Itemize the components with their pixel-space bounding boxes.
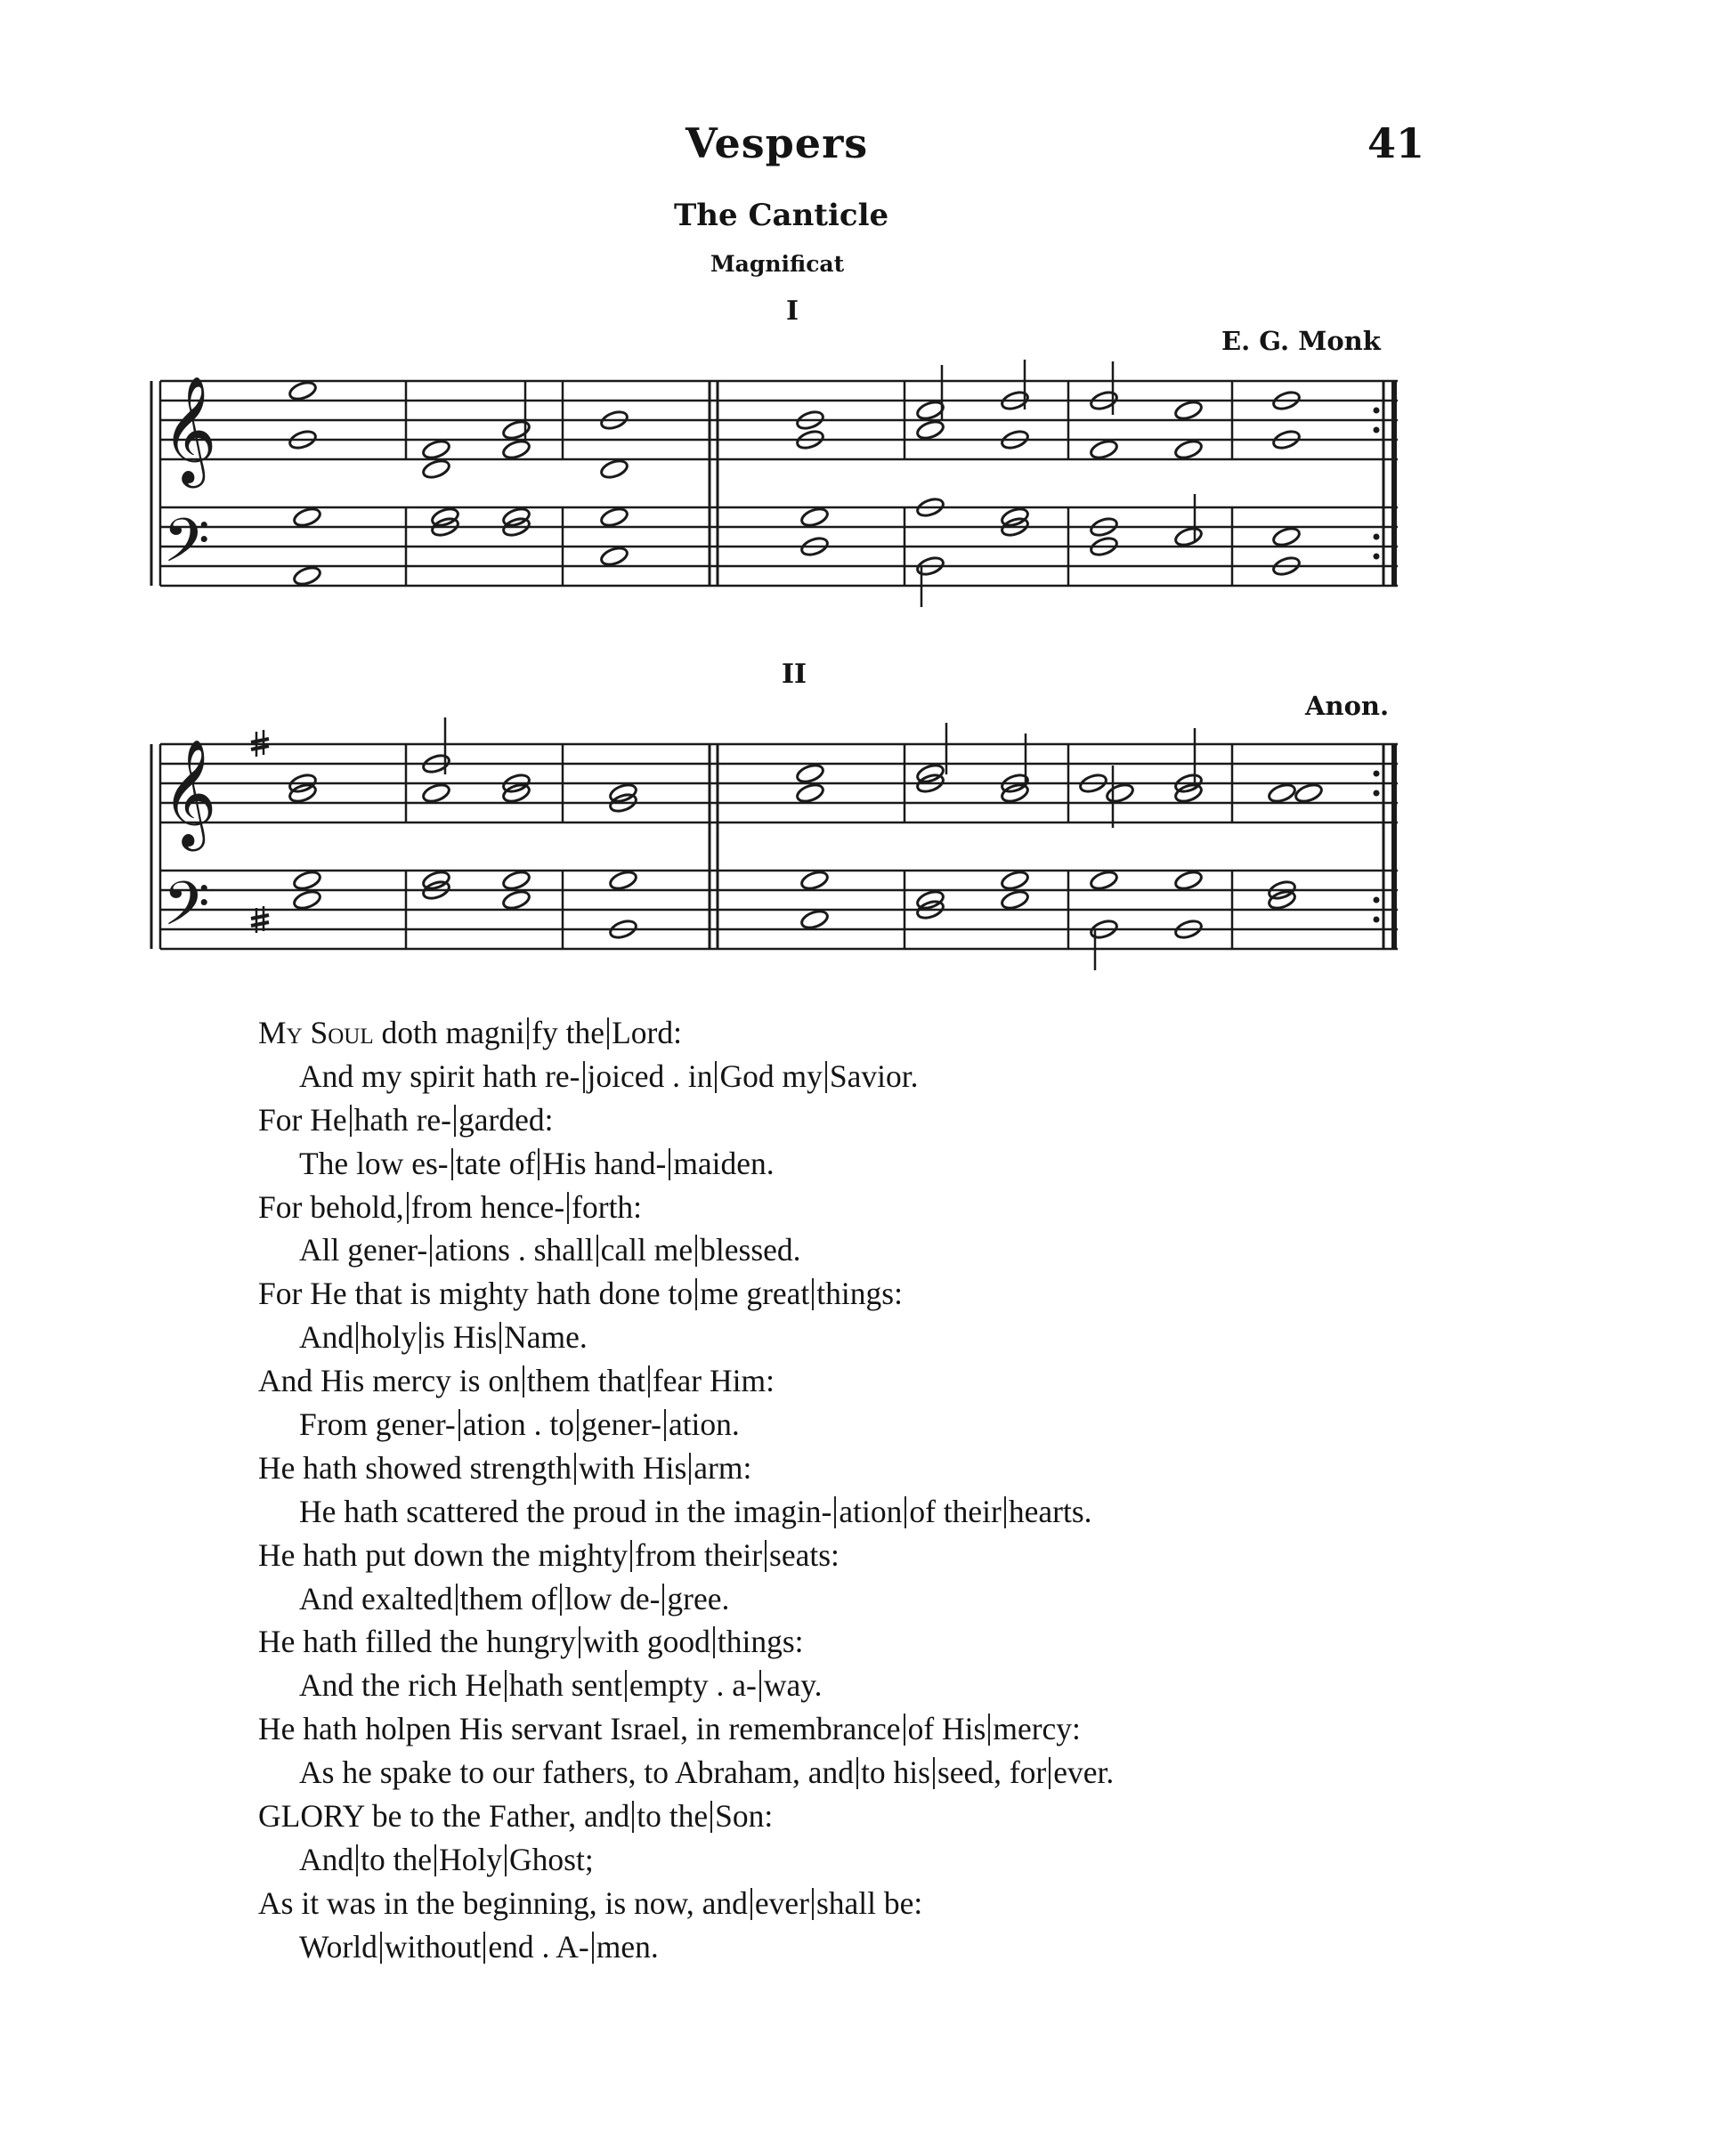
pointing-bar [812, 1888, 814, 1920]
text-segment: For behold, [258, 1188, 404, 1225]
page-title: Vespers [685, 119, 869, 167]
text-segment: men. [596, 1928, 659, 1965]
text-segment: seats: [769, 1536, 840, 1573]
text-segment: maiden. [673, 1145, 775, 1181]
pointing-bar [695, 1278, 697, 1310]
text-segment: garded: [458, 1101, 554, 1138]
pointing-bar [648, 1365, 650, 1398]
text-segment: things: [717, 1624, 804, 1660]
pointing-bar [632, 1801, 634, 1833]
text-segment: holy [361, 1319, 418, 1356]
text-segment: The low es- [299, 1145, 449, 1181]
chant-2-numeral: II [782, 659, 807, 690]
pointing-bar [669, 1148, 670, 1180]
verse-first-half [258, 1272, 1505, 1316]
text-segment: His hand- [542, 1145, 667, 1181]
text-segment: hath re- [353, 1101, 451, 1138]
pointing-bar [689, 1453, 691, 1485]
chant-1-composer: E. G. Monk [1221, 326, 1381, 356]
text-segment: hath sent [508, 1667, 622, 1704]
text-segment: empty . a- [629, 1667, 757, 1704]
text-segment: And the rich He [299, 1667, 502, 1704]
verse-first-half [258, 1534, 1505, 1577]
pointing-bar [812, 1278, 814, 1310]
pointing-bar [988, 1714, 990, 1746]
pointing-bar [596, 1235, 598, 1267]
verse-first-half [258, 1011, 1505, 1055]
text-segment: without [384, 1928, 482, 1965]
text-segment: And exalted [299, 1580, 453, 1616]
pointing-bar [430, 1235, 432, 1267]
text-segment: to the [637, 1798, 709, 1835]
text-segment: ations . shall [434, 1232, 594, 1268]
pointing-bar [904, 1714, 905, 1746]
pointing-bar [905, 1496, 906, 1528]
text-segment: with His [578, 1449, 687, 1486]
text-segment: Son: [715, 1798, 774, 1835]
text-segment: ation [839, 1493, 903, 1529]
pointing-bar [380, 1932, 382, 1964]
pointing-bar [664, 1409, 666, 1441]
verse-second-half [258, 1490, 1505, 1534]
verse-first-half [258, 1620, 1505, 1664]
text-segment: He hath holpen His servant Israel, in remembrance [258, 1711, 901, 1747]
text-segment: He hath showed strength [258, 1449, 572, 1486]
text-segment: For He that is mighty hath done to [258, 1276, 694, 1312]
text-segment: shall be: [815, 1884, 923, 1921]
page-number: 41 [1367, 119, 1425, 167]
text-segment: seed, for [937, 1754, 1047, 1791]
pointing-bar [1049, 1757, 1051, 1789]
chant-1-treble-clef: 𝄞 [162, 375, 217, 483]
text-segment: things: [816, 1276, 903, 1312]
text-segment: ation. [668, 1406, 740, 1443]
verse-second-half [258, 1055, 1505, 1098]
text-segment: Savior. [829, 1057, 919, 1094]
verse-first-half [258, 1359, 1505, 1403]
text-segment: to the [361, 1841, 432, 1877]
text-segment: call me [600, 1232, 694, 1268]
pointing-bar [759, 1670, 761, 1702]
text-segment: fy the [531, 1015, 605, 1050]
verse-second-half [258, 1577, 1505, 1621]
text-segment: arm: [694, 1449, 752, 1486]
pointing-bar [350, 1105, 352, 1137]
verse-first-half [258, 1098, 1505, 1142]
pointing-bar [574, 1453, 576, 1485]
pointing-bar [483, 1932, 485, 1964]
text-segment: mercy: [993, 1711, 1081, 1747]
pointing-bar [560, 1584, 562, 1616]
text-segment: me great [700, 1276, 810, 1312]
text-segment: to his [861, 1754, 930, 1791]
pointing-bar [856, 1757, 858, 1789]
pointing-bar [713, 1626, 715, 1658]
pointing-bar [505, 1844, 507, 1876]
verse-first-half [258, 1186, 1505, 1229]
chant-2-composer: Anon. [1305, 691, 1390, 721]
text-segment: with good [582, 1624, 710, 1660]
pointing-bar [419, 1322, 421, 1354]
pointing-bar [825, 1061, 827, 1093]
text-segment: And His mercy is on [258, 1363, 520, 1399]
text-segment: low de- [564, 1580, 661, 1616]
pointing-bar [607, 1017, 609, 1049]
text-segment: them of [459, 1580, 557, 1616]
text-segment: From gener- [299, 1406, 456, 1443]
text-segment: And my spirit hath re- [299, 1057, 580, 1094]
verse-first-half [258, 1707, 1505, 1751]
pointing-bar [567, 1192, 569, 1224]
text-segment: ever. [1053, 1754, 1115, 1791]
canticle-text [258, 1011, 1505, 1969]
text-segment: God my [719, 1057, 823, 1094]
verse-second-half [258, 1664, 1505, 1707]
pointing-bar [454, 1105, 456, 1137]
text-segment: As he spake to our fathers, to Abraham, and [299, 1754, 855, 1791]
text-segment: Ghost; [509, 1841, 594, 1877]
text-segment: All gener- [299, 1232, 428, 1268]
section-heading: The Canticle [674, 198, 889, 233]
text-segment: them that [526, 1363, 645, 1399]
pointing-bar [434, 1844, 436, 1876]
pointing-bar [765, 1540, 767, 1572]
chant-1-bass-clef: 𝄢 [163, 506, 210, 591]
text-segment: Name. [504, 1319, 588, 1356]
pointing-bar [933, 1757, 935, 1789]
pointing-bar [356, 1844, 358, 1876]
text-segment: from hence- [410, 1188, 565, 1225]
pointing-bar [750, 1888, 752, 1920]
pointing-bar [527, 1017, 529, 1049]
text-segment: World [299, 1928, 377, 1965]
verse-second-half [258, 1403, 1505, 1446]
pointing-bar [583, 1061, 585, 1093]
text-segment: way. [763, 1667, 823, 1704]
text-segment: from their [635, 1536, 763, 1573]
text-segment: My Soul doth magni [258, 1015, 525, 1050]
text-segment: As it was in the beginning, is now, and [258, 1884, 748, 1921]
pointing-bar [451, 1148, 453, 1180]
pointing-bar [538, 1148, 539, 1180]
text-segment: He hath filled the hungry [258, 1624, 576, 1660]
text-segment: He hath put down the mighty [258, 1536, 629, 1573]
text-segment: of their [909, 1493, 1002, 1529]
pointing-bar [695, 1235, 697, 1267]
text-segment: joiced . in [587, 1057, 713, 1094]
verse-first-half [258, 1446, 1505, 1490]
verse-second-half [258, 1751, 1505, 1795]
chant-2-score [0, 712, 1736, 979]
text-segment: hearts. [1008, 1493, 1092, 1529]
verse-first-half [258, 1795, 1505, 1838]
chant-2-bass-clef: 𝄢 [163, 870, 210, 954]
pointing-bar [356, 1322, 358, 1354]
verse-second-half [258, 1142, 1505, 1186]
text-segment: And [299, 1319, 354, 1356]
pointing-bar [662, 1584, 664, 1616]
verse-first-half [258, 1882, 1505, 1925]
text-segment: gree. [667, 1580, 730, 1616]
text-segment: For He [258, 1101, 347, 1138]
pointing-bar [1004, 1496, 1006, 1528]
pointing-bar [630, 1540, 632, 1572]
chant-1-numeral: I [786, 296, 799, 327]
text-segment: GLORY be to the Father, and [258, 1798, 630, 1835]
text-segment: blessed. [700, 1232, 801, 1268]
text-segment: tate of [455, 1145, 536, 1181]
text-segment: fear Him: [652, 1363, 775, 1399]
canticle-name: Magnificat [710, 251, 845, 277]
text-segment: of His [907, 1711, 986, 1747]
text-segment: gener- [580, 1406, 661, 1443]
pointing-bar [407, 1192, 409, 1224]
pointing-bar [577, 1409, 579, 1441]
text-segment: He hath scattered the proud in the imagin- [299, 1493, 832, 1529]
pointing-bar [834, 1496, 836, 1528]
verse-second-half [258, 1316, 1505, 1359]
text-segment: And [299, 1841, 354, 1877]
text-segment: is His [424, 1319, 498, 1356]
verse-second-half [258, 1228, 1505, 1272]
pointing-bar [505, 1670, 507, 1702]
text-segment: Holy [439, 1841, 502, 1877]
verse-second-half [258, 1925, 1505, 1969]
text-segment: ever [754, 1884, 809, 1921]
pointing-bar [625, 1670, 627, 1702]
pointing-bar [579, 1626, 580, 1658]
text-segment: Lord: [612, 1015, 682, 1050]
text-segment: end . A- [488, 1928, 589, 1965]
pointing-bar [715, 1061, 717, 1093]
pointing-bar [456, 1584, 458, 1616]
pointing-bar [592, 1932, 594, 1964]
text-segment: forth: [572, 1188, 643, 1225]
pointing-bar [710, 1801, 712, 1833]
pointing-bar [523, 1365, 524, 1398]
chant-1-score [0, 356, 1736, 623]
pointing-bar [458, 1409, 460, 1441]
pointing-bar [499, 1322, 501, 1354]
chant-2-treble-clef: 𝄞 [162, 738, 217, 847]
text-segment: ation . to [462, 1406, 574, 1443]
verse-second-half [258, 1838, 1505, 1882]
